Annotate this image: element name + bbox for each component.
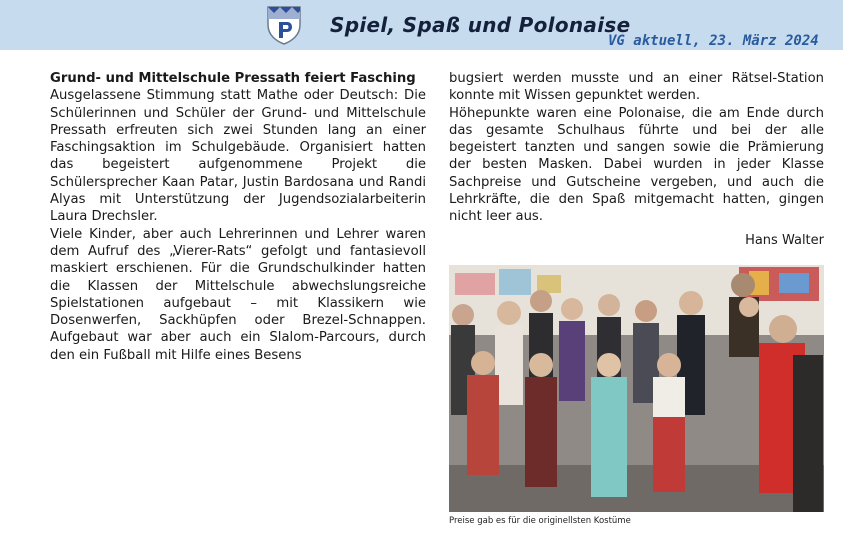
issue-date: VG aktuell, 23. März 2024 (608, 33, 819, 49)
article-paragraph: Ausgelassene Stimmung statt Mathe oder Deutsch: Die Schülerinnen und Schüler der Grund- und Mittelschule Pressath erfreuten sich zwei Stunden lang an einer Faschingsaktion im Schulgebäude. Organisiert hatten das begeistert aufgenommene Projekt die Schülersprecher Kaan Patar, Justin Bardosana und Randi Alyas mit Unterstützung der Jugendsozialarbeiterin Laura Drechsler. (50, 88, 426, 225)
article-paragraph: bugsiert werden musste und an einer Rätsel-Station konnte mit Wissen gepunktet werden. (449, 71, 824, 104)
page-header (0, 0, 843, 50)
article-column-right (449, 70, 824, 226)
carnival-group-photo (449, 265, 824, 512)
coat-of-arms-icon (266, 5, 302, 45)
article-headline: Grund- und Mittelschule Pressath feiert Fasching (50, 71, 416, 86)
photo-caption: Preise gab es für die originellsten Kostüme (449, 516, 631, 526)
article-column-left (50, 70, 426, 364)
article-author: Hans Walter (745, 233, 824, 248)
article-paragraph: Höhepunkte waren eine Polonaise, die am Ende durch das gesamte Schulhaus führte und bei der alle begeistert tanzten und sangen sowie die Prämierung der besten Masken. Dabei wurden in jeder Klasse Sachpreise und Gutscheine vergeben, und auch die Lehrkräfte, die den Spaß mitgemacht hatten, gingen nicht leer aus. (449, 105, 824, 225)
page-title: Spiel, Spaß und Polonaise (330, 13, 631, 37)
article-paragraph: Viele Kinder, aber auch Lehrerinnen und Lehrer waren dem Aufruf des „Vierer-Rats“ gefolgt und fantasievoll maskiert erschienen. Für die Grundschulkinder hatten die Klassen der Mittelschule abwechslungsreiche Spielstationen aufgebaut – mit Klassikern wie Dosenwerfen, Sackhüpfen oder Brezel-Schnappen. Aufgebaut war aber auch ein Slalom-Parcours, durch den ein Fußball mit Hilfe eines Besens (50, 226, 426, 363)
